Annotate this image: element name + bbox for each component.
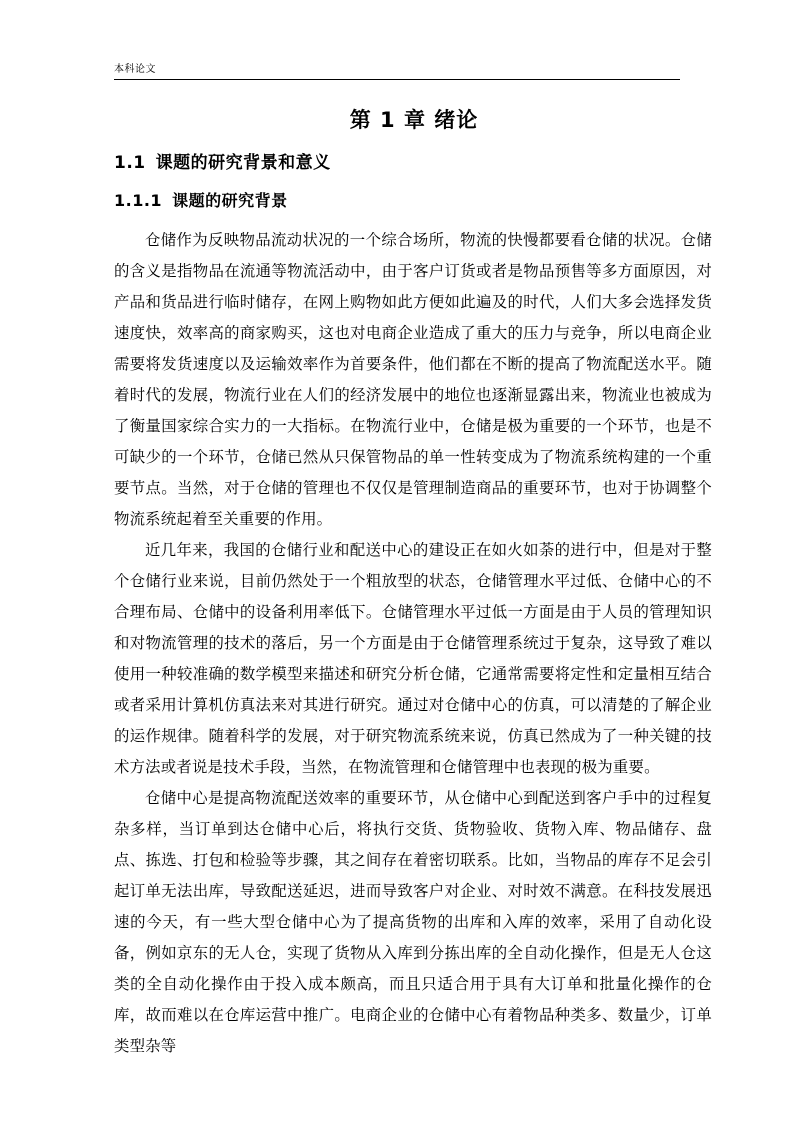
page-header: 本科论文 xyxy=(114,64,156,75)
paragraph: 仓储作为反映物品流动状况的一个综合场所，物流的快慢都要看仓储的状况。仓储的含义是指物品在流通等物流活动中，由于客户订货或者是物品预售等多方面原因，对产品和货品进行临时储存，在网上购物如此方便如此遍及的时代，人们大多会选择发货速度快，效率高的商家购买，这也对电商企业造成了重大的压力与竞争，所以电商企业需要将发货速度以及运输效率作为首要条件，他们都在不断的提高了物流配送水平。随着时代的发展，物流行业在人们的经济发展中的地位也逐渐显露出来，物流业也被成为了衡量国家综合实力的一大指标。在物流行业中，仓储是极为重要的一个环节，也是不可缺少的一个环节，仓储已然从只保管物品的单一性转变成为了物流系统构建的一个重要节点。当然，对于仓储的管理也不仅仅是管理制造商品的重要环节，也对于协调整个物流系统起着至关重要的作用。 xyxy=(114,231,712,528)
section-heading xyxy=(114,148,331,173)
section-title: 课题的研究背景和意义 xyxy=(155,153,331,173)
paragraph: 仓储中心是提高物流配送效率的重要环节，从仓储中心到配送到客户手中的过程复杂多样，当订单到达仓储中心后，将执行交货、货物验收、货物入库、物品储存、盘点、拣选、打包和检验等步骤，其之间存在着密切联系。比如，当物品的库存不足会引起订单无法出库，导致配送延迟，进而导致客户对企业、对时效不满意。在科技发展迅速的今天，有一些大型仓储中心为了提高货物的出库和入库的效率，采用了自动化设备，例如京东的无人仓，实现了货物从入库到分拣出库的全自动化操作，但是无人仓这类的全自动化操作由于投入成本颇高，而且只适合用于具有大订单和批量化操作的仓库，故而难以在仓库运营中推广。电商企业的仓储中心有着物品种类多、数量少，订单类型杂等 xyxy=(114,789,712,1055)
subsection-number: 1.1.1 xyxy=(114,191,163,210)
paragraph: 近几年来，我国的仓储行业和配送中心的建设正在如火如荼的进行中，但是对于整个仓储行业来说，目前仍然处于一个粗放型的状态，仓储管理水平过低、仓储中心的不合理布局、仓储中的设备利用率低下。仓储管理水平过低一方面是由于人员的管理知识和对物流管理的技术的落后，另一个方面是由于仓储管理系统过于复杂，这导致了难以使用一种较准确的数学模型来描述和研究分析仓储，它通常需要将定性和定量相互结合或者采用计算机仿真法来对其进行研究。通过对仓储中心的仿真，可以清楚的了解企业的运作规律。随着科学的发展，对于研究物流系统来说，仿真已然成为了一种关键的技术方法或者说是技术手段，当然，在物流管理和仓储管理中也表现的极为重要。 xyxy=(114,541,712,776)
subsection-title: 课题的研究背景 xyxy=(172,191,288,210)
chapter-title: 第 1 章 绪论 xyxy=(349,108,479,132)
subsection-heading xyxy=(114,188,288,211)
body-text xyxy=(114,225,712,1062)
header-divider xyxy=(114,79,680,80)
section-number: 1.1 xyxy=(114,153,146,173)
